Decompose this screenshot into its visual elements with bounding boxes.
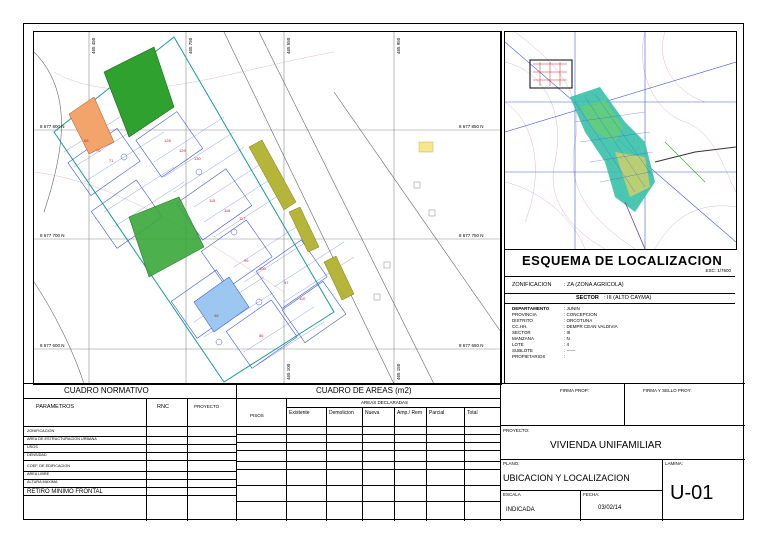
svg-text:116: 116 (224, 208, 231, 213)
field-value: : ORCOTUNA (564, 318, 593, 323)
lamina-value: U-01 (670, 482, 714, 504)
cuadro-normativo-title: CUADRO NORMATIVO (64, 386, 149, 395)
normativo-row-label: USOS (27, 445, 38, 449)
field-label: DEPARTAMENTO (512, 306, 550, 311)
field-label: DISTRITO (512, 318, 533, 323)
field-label: MANZANA (512, 336, 535, 341)
zonificacion-value: : ZA (ZONA AGRICOLA) (564, 282, 624, 288)
site-plan-drawing (34, 32, 501, 384)
field-label: SUBLOTE (512, 348, 534, 353)
areas-header-cell: Nueva (365, 410, 380, 416)
field-value: : (564, 354, 566, 359)
sector-value: : III (ALTO CAYMA) (604, 295, 652, 301)
site-plan-map (33, 31, 502, 385)
svg-text:70: 70 (96, 148, 101, 153)
map-coord-top-3: 465 550 (286, 37, 291, 54)
plano-value: UBICACION Y LOCALIZACION (503, 473, 630, 483)
field-value: : JUNIN (564, 306, 580, 311)
svg-text:99: 99 (244, 258, 249, 263)
normativo-row-label: ZONIFICACION (27, 429, 55, 433)
normativo-row-label: ALTURA MAXIMA (27, 480, 58, 484)
proyecto-label: PROYECTO: (503, 428, 530, 433)
normativo-row-label: DENSIDAD (27, 453, 47, 457)
field-label: SECTOR (512, 330, 531, 335)
areas-declaradas: AREAS DECLARADAS (361, 400, 409, 405)
firma-row (500, 383, 745, 425)
plano-row (500, 459, 745, 521)
areas-header-cell: Demolicion (329, 410, 354, 416)
drawing-sheet (23, 23, 744, 520)
normativo-row-label: AREA DE ESTRUCTURACION URBANA (27, 437, 97, 441)
plano-label: PLANO: (503, 461, 520, 466)
cuadro-areas-title: CUADRO DE AREAS (m2) (316, 386, 412, 395)
svg-text:115: 115 (209, 198, 216, 203)
location-schema-map (504, 31, 737, 250)
cuadro-normativo (24, 383, 236, 521)
map-coord-left-3: 8 677 600 N (40, 343, 65, 348)
svg-text:48: 48 (214, 313, 219, 318)
svg-text:71: 71 (109, 158, 114, 163)
areas-header-cell: Existente (289, 410, 310, 416)
header-proyecto: PROYECTO (194, 404, 220, 409)
normativo-row-label: COEF. DE EDIFICACION (27, 464, 71, 468)
areas-header-cell: Amp./ Rem (397, 410, 423, 416)
map-coord-right-1: 8 677 850 N (459, 124, 484, 129)
field-value: : III (564, 330, 571, 335)
field-label: CC.HH. (512, 324, 528, 329)
field-value: : N (564, 336, 570, 341)
areas-header-cell: Total (467, 410, 478, 416)
pisos-label: PISOS (250, 413, 264, 418)
zonificacion-panel (504, 279, 735, 379)
fecha-label: FECHA: (583, 492, 600, 497)
esquema-title: ESQUEMA DE LOCALIZACION (522, 253, 723, 268)
field-value: : ------ (564, 348, 576, 353)
header-rnc: RNC (157, 404, 169, 410)
svg-text:100: 100 (259, 266, 266, 271)
field-label: PROVINCIA (512, 312, 537, 317)
proyecto-row (500, 425, 745, 459)
svg-text:128: 128 (164, 138, 171, 143)
field-value: : DEMPR CEAN VALDIVIA (564, 324, 618, 329)
sector-label: SECTOR (576, 295, 599, 301)
location-schema-drawing (505, 32, 736, 249)
field-label: LOTE (512, 342, 524, 347)
map-coord-top-1: 465 450 (91, 37, 96, 54)
fecha-value: 03/02/14 (598, 505, 622, 511)
zonificacion-label: ZONIFICACION (512, 282, 552, 288)
map-coord-left-1: 8 677 800 N (40, 124, 65, 129)
firma-prop-label: FIRMA PROP: (560, 388, 590, 393)
svg-text:69: 69 (84, 138, 89, 143)
map-coord-bottom-2: 465 150 (396, 363, 401, 380)
cuadro-areas (236, 383, 500, 521)
escala-value: INDICADA (506, 507, 535, 513)
esquema-scale: ESC: 1/7500 (705, 268, 731, 273)
map-coord-right-3: 8 677 650 N (459, 343, 484, 348)
map-coord-top-2: 465 750 (188, 37, 193, 54)
svg-text:97: 97 (284, 280, 289, 285)
proyecto-value: VIVIENDA UNIFAMILIAR (550, 440, 662, 451)
svg-text:129: 129 (179, 148, 186, 153)
areas-header-cell: Parcial (429, 410, 445, 416)
normativo-row-label: RETIRO MINIMO FRONTAL (27, 489, 103, 495)
lamina-label: LAMINA: (665, 461, 684, 466)
map-coord-right-2: 8 677 750 N (459, 233, 484, 238)
normativo-row-label: AREA LIBRE (27, 472, 50, 476)
svg-text:117: 117 (239, 216, 246, 221)
map-coord-bottom-1: 465 100 (286, 363, 291, 380)
map-coord-top-4: 465 950 (396, 37, 401, 54)
map-coord-left-2: 8 677 700 N (40, 233, 65, 238)
svg-text:110: 110 (299, 296, 306, 301)
svg-text:130: 130 (194, 156, 201, 161)
svg-text:86: 86 (259, 333, 264, 338)
esquema-title-panel (504, 250, 735, 277)
escala-label: ESCALA (503, 492, 521, 497)
field-label: PROPIETARIOS (512, 354, 546, 359)
firma-sello-label: FIRMA Y SELLO PROY: (643, 388, 692, 393)
field-value: : CONCEPCION (564, 312, 598, 317)
field-value: : 4 (564, 342, 570, 347)
header-parametros: PARAMETROS (36, 404, 75, 410)
